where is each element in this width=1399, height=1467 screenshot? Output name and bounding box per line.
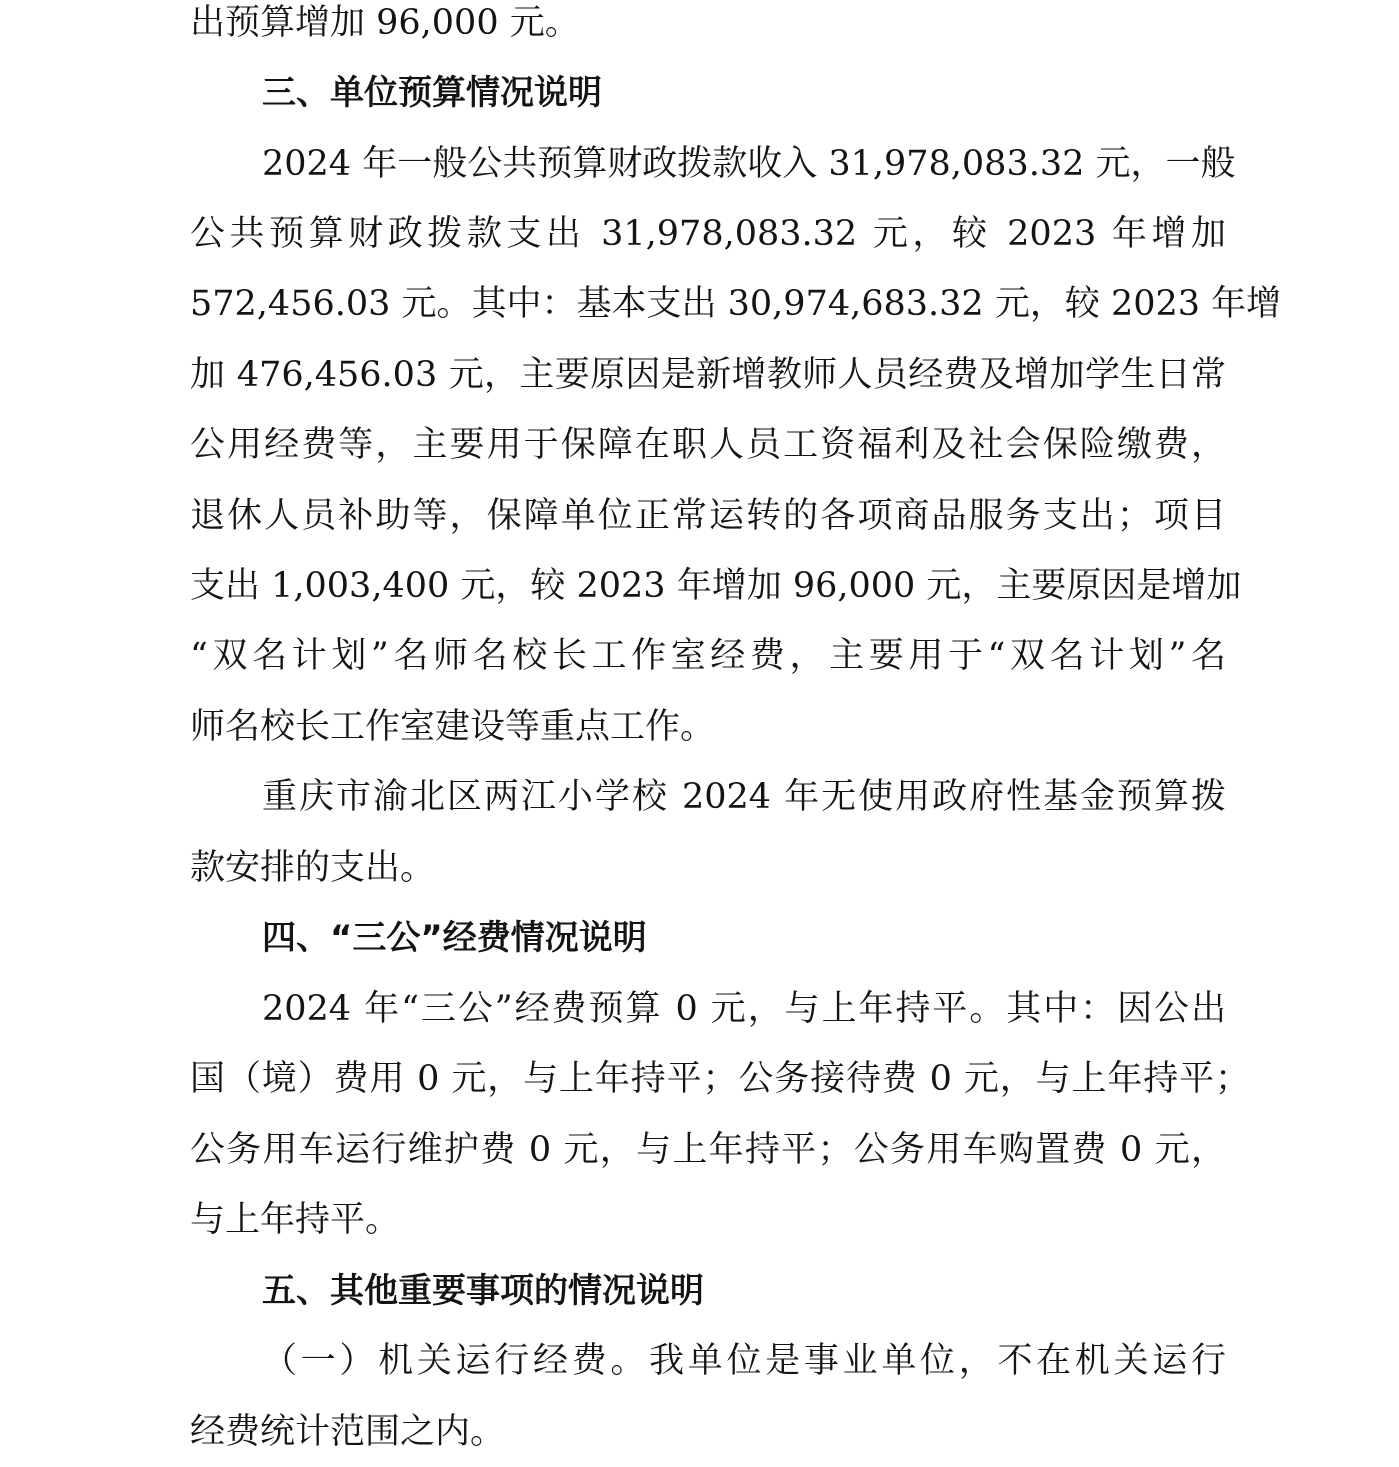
text-line: 经费统计范围之内。	[190, 1412, 506, 1452]
text-line: 公用经费等，主要用于保障在职人员工资福利及社会保险缴费，	[190, 425, 1226, 465]
text-line: 退休人员补助等，保障单位正常运转的各项商品服务支出；项目	[190, 496, 1226, 536]
text-line: 2024 年“三公”经费预算 0 元，与上年持平。其中：因公出	[262, 989, 1226, 1029]
text-line: 款安排的支出。	[190, 848, 436, 888]
text-line: 公务用车运行维护费 0 元，与上年持平；公务用车购置费 0 元，	[190, 1130, 1226, 1170]
section-heading-3: 三、单位预算情况说明	[262, 73, 602, 113]
text-line: 出预算增加 96,000 元。	[190, 3, 580, 43]
text-line: 重庆市渝北区两江小学校 2024 年无使用政府性基金预算拨	[262, 777, 1226, 817]
section-heading-5: 五、其他重要事项的情况说明	[262, 1271, 704, 1311]
section-heading-4: 四、“三公”经费情况说明	[262, 918, 647, 958]
text-line: “双名计划”名师名校长工作室经费，主要用于“双名计划”名	[190, 636, 1226, 676]
text-line: 572,456.03 元。其中：基本支出 30,974,683.32 元，较 2023 年增	[190, 284, 1282, 324]
text-line: （一）机关运行经费。我单位是事业单位，不在机关运行	[262, 1341, 1226, 1381]
text-line: 2024 年一般公共预算财政拨款收入 31,978,083.32 元，一般	[262, 144, 1236, 184]
text-line: 师名校长工作室建设等重点工作。	[190, 707, 716, 747]
text-line: 与上年持平。	[190, 1200, 401, 1240]
text-line: 加 476,456.03 元，主要原因是新增教师人员经费及增加学生日常	[190, 355, 1226, 395]
text-line: 公共预算财政拨款支出 31,978,083.32 元，较 2023 年增加	[190, 214, 1226, 254]
text-line: 支出 1,003,400 元，较 2023 年增加 96,000 元，主要原因是增加	[190, 566, 1242, 606]
text-line: 国（境）费用 0 元，与上年持平；公务接待费 0 元，与上年持平；	[190, 1059, 1250, 1099]
